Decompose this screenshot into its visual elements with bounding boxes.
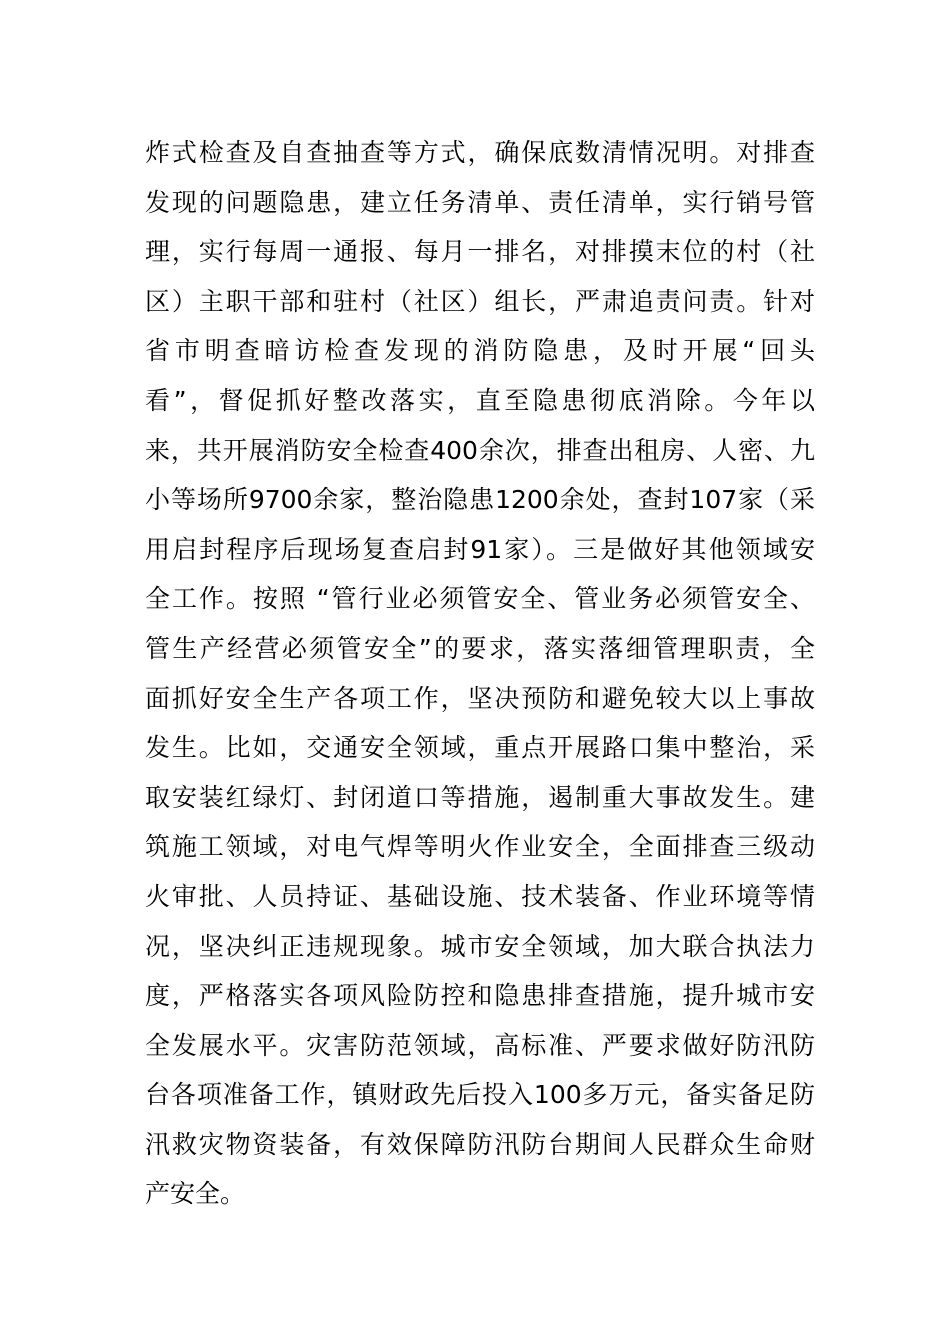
text-line: 看”，督促抓好整改落实，直至隐患彻底消除。今年以 [145, 385, 815, 415]
text-line: 全工作。按照 “管行业必须管安全、管业务必须管安全、 [145, 584, 815, 614]
text-line: 况，坚决纠正违规现象。城市安全领域，加大联合执法力 [145, 931, 815, 961]
text-line: 台各项准备工作，镇财政先后投入100多万元，备实备足防 [145, 1080, 815, 1110]
text-line: 汛救灾物资装备，有效保障防汛防台期间人民群众生命财 [145, 1129, 815, 1159]
text-line: 取安装红绿灯、封闭道口等措施，遏制重大事故发生。建 [145, 782, 815, 812]
text-line: 产安全。 [145, 1179, 246, 1209]
text-line: 理，实行每周一通报、每月一排名，对排摸末位的村（社 [145, 237, 815, 267]
text-line: 小等场所9700余家，整治隐患1200余处，查封107家（采 [145, 485, 815, 515]
text-line: 区）主职干部和驻村（社区）组长，严肃追责问责。针对 [145, 286, 815, 316]
text-line: 省市明查暗访检查发现的消防隐患，及时开展“回头 [145, 336, 815, 366]
text-line: 全发展水平。灾害防范领域，高标准、严要求做好防汛防 [145, 1030, 815, 1060]
body-paragraph [145, 128, 815, 1219]
text-line: 火审批、人员持证、基础设施、技术装备、作业环境等情 [145, 881, 815, 911]
text-line: 炸式检查及自查抽查等方式，确保底数清情况明。对排查 [145, 138, 815, 167]
text-line: 用启封程序后现场复查启封91家）。三是做好其他领域安 [145, 534, 815, 564]
text-line: 发生。比如，交通安全领域，重点开展路口集中整治，采 [145, 733, 815, 763]
text-line: 来，共开展消防安全检查400余次，排查出租房、人密、九 [145, 435, 815, 465]
text-line: 面抓好安全生产各项工作，坚决预防和避免较大以上事故 [145, 683, 815, 713]
text-line: 筑施工领域，对电气焊等明火作业安全，全面排查三级动 [145, 832, 815, 862]
text-line: 管生产经营必须管安全”的要求，落实落细管理职责，全 [145, 633, 815, 663]
text-line: 发现的问题隐患，建立任务清单、责任清单，实行销号管 [145, 187, 815, 217]
text-line: 度，严格落实各项风险防控和隐患排查措施，提升城市安 [145, 981, 815, 1011]
